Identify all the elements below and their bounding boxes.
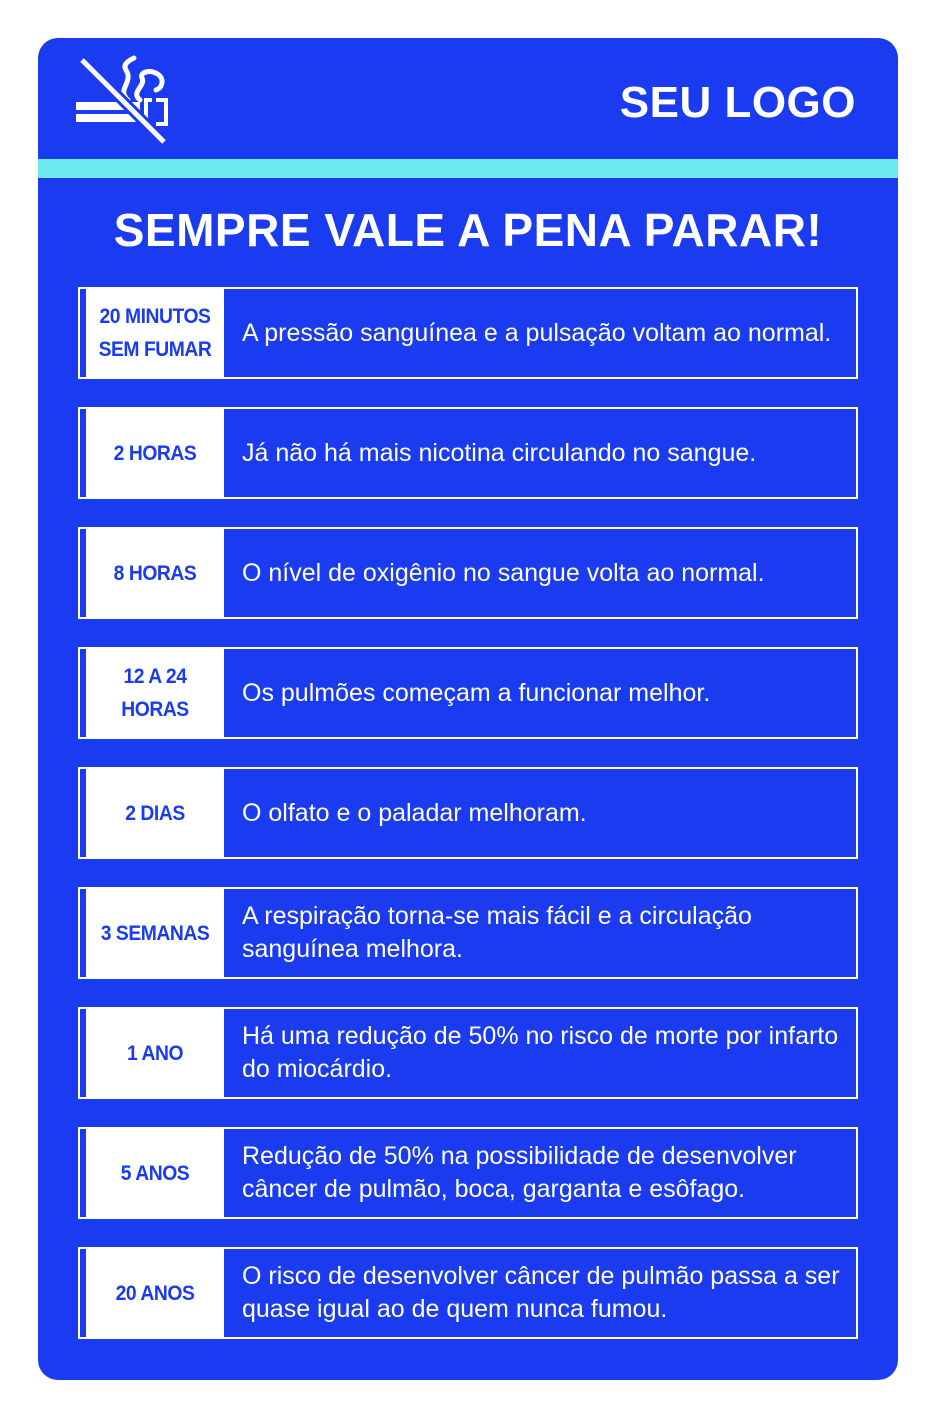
milestone-description: A pressão sanguínea e a pulsação voltam ao normal. [242,318,832,347]
milestone-label: 2 HORAS [86,409,224,497]
milestone-row [78,407,858,499]
milestone-label: 20 ANOS [86,1249,224,1337]
milestone-label: 5 ANOS [86,1129,224,1217]
milestone-row [78,287,858,379]
milestone-row [78,527,858,619]
milestone-row [78,1007,858,1099]
no-smoking-icon [72,54,172,144]
page-title: SEMPRE VALE A PENA PARAR! [113,204,823,256]
poster-card [38,38,898,1380]
milestone-label: 3 SEMANAS [86,889,224,977]
milestone-label: 8 HORAS [86,529,224,617]
logo-text: SEU LOGO [619,78,856,127]
milestone-row [78,1127,858,1219]
milestone-label: 20 MINUTOS SEM FUMAR [86,289,224,377]
milestone-row [78,1247,858,1339]
milestone-description: O risco de desenvolver câncer de pulmão passa a ser quase igual ao de quem nunca fumou. [242,1262,840,1323]
milestone-description: Os pulmões começam a funcionar melhor. [242,678,711,707]
milestone-row [78,887,858,979]
milestone-description: Já não há mais nicotina circulando no sangue. [242,438,757,467]
milestone-label: 2 DIAS [86,769,224,857]
milestone-description: O nível de oxigênio no sangue volta ao normal. [242,558,765,587]
milestone-row [78,767,858,859]
milestone-description: A respiração torna-se mais fácil e a circulação sanguínea melhora. [242,902,752,963]
header [38,38,898,158]
milestone-label: 12 A 24 HORAS [86,649,224,737]
milestone-label: 1 ANO [86,1009,224,1097]
milestone-description: O olfato e o paladar melhoram. [242,798,587,827]
accent-stripe [38,159,898,178]
milestone-description: Redução de 50% na possibilidade de desenvolver câncer de pulmão, boca, garganta e esôfago. [242,1142,797,1203]
milestone-row [78,647,858,739]
milestone-description: Há uma redução de 50% no risco de morte por infarto do miocárdio. [242,1022,839,1083]
